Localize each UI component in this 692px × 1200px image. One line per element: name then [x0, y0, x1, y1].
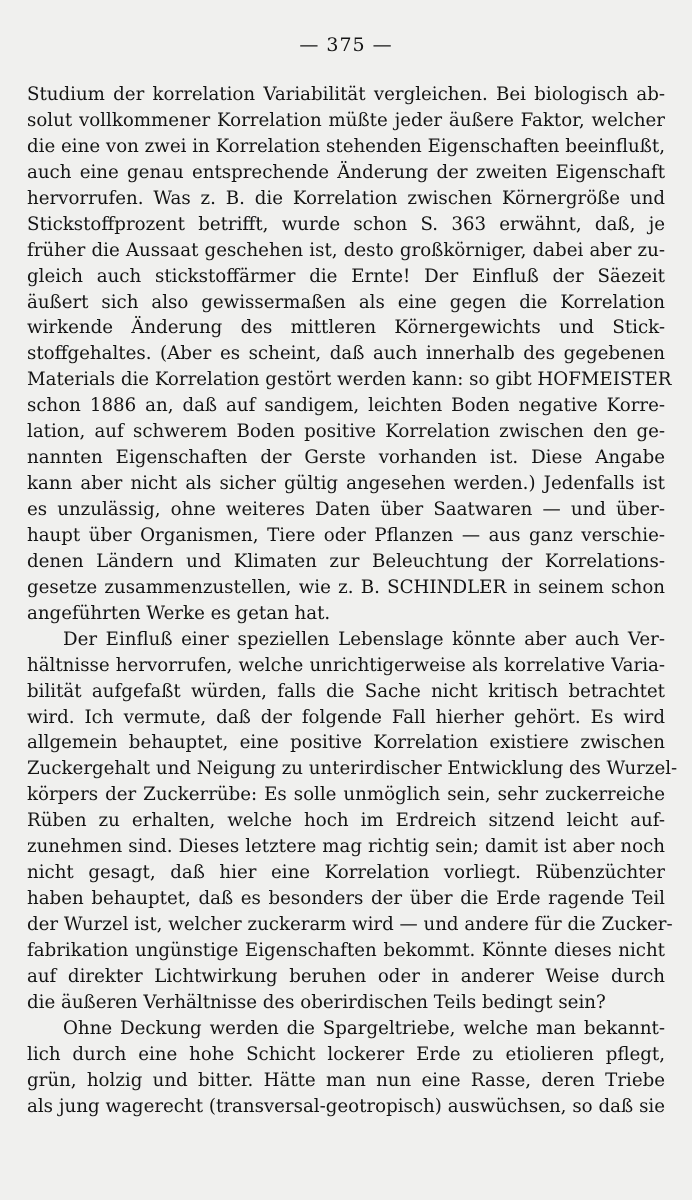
text-line: grün, holzig und bitter. Hätte man nun eine Rasse, deren Triebe: [27, 1069, 665, 1091]
body-text: [27, 82, 678, 1120]
text-line: körpers der Zuckerrübe: Es solle unmöglich sein, sehr zuckerreiche: [27, 784, 665, 806]
text-line: früher die Aussaat geschehen ist, desto großkörniger, dabei aber zu-: [27, 239, 665, 261]
text-line: haupt über Organismen, Tiere oder Pflanzen — aus ganz verschie-: [27, 524, 665, 546]
text-line: hervorrufen. Was z. B. die Korrelation zwischen Körnergröße und: [27, 187, 665, 209]
text-line: allgemein behauptet, eine positive Korrelation existiere zwischen: [27, 732, 665, 754]
text-line: haben behauptet, daß es besonders der über die Erde ragende Teil: [27, 888, 665, 910]
text-line: fabrikation ungünstige Eigenschaften bekommt. Könnte dieses nicht: [27, 939, 665, 961]
text-line: Rüben zu erhalten, welche hoch im Erdreich sitzend leicht auf-: [27, 810, 665, 832]
text-line: kann aber nicht als sicher gültig angesehen werden.) Jedenfalls ist: [27, 473, 665, 495]
text-line: wird. Ich vermute, daß der folgende Fall hierher gehört. Es wird: [27, 706, 665, 728]
text-line: angeführten Werke es getan hat.: [27, 602, 331, 624]
text-line: äußert sich also gewissermaßen als eine gegen die Korrelation: [27, 291, 665, 313]
text-line: die äußeren Verhältnisse des oberirdischen Teils bedingt sein?: [27, 991, 606, 1013]
text-line: nannten Eigenschaften der Gerste vorhanden ist. Diese Angabe: [27, 447, 665, 469]
text-line: Materials die Korrelation gestört werden kann: so gibt HOFMEISTER: [27, 369, 672, 391]
text-line: Zuckergehalt und Neigung zu unterirdischer Entwicklung des Wurzel-: [27, 758, 678, 780]
text-line: schon 1886 an, daß auf sandigem, leichten Boden negative Korre-: [27, 395, 665, 417]
text-line: gleich auch stickstoffärmer die Ernte! Der Einfluß der Säezeit: [27, 265, 665, 287]
text-line: als jung wagerecht (transversal-geotropisch) auswüchsen, so daß sie: [27, 1095, 665, 1117]
text-line: Stickstoffprozent betrifft, wurde schon S. 363 erwähnt, daß, je: [27, 213, 665, 235]
text-line: die eine von zwei in Korrelation stehenden Eigenschaften beeinflußt,: [27, 135, 665, 157]
text-line: lich durch eine hohe Schicht lockerer Erde zu etiolieren pflegt,: [27, 1043, 665, 1065]
text-line: Ohne Deckung werden die Spargeltriebe, welche man bekannt-: [63, 1017, 665, 1039]
text-line: gesetze zusammenzustellen, wie z. B. SCHINDLER in seinem schon: [27, 576, 665, 598]
text-line: auch eine genau entsprechende Änderung der zweiten Eigenschaft: [27, 161, 665, 183]
text-line: stoffgehaltes. (Aber es scheint, daß auch innerhalb des gegebenen: [27, 343, 665, 365]
text-line: Der Einfluß einer speziellen Lebenslage könnte aber auch Ver-: [63, 628, 665, 650]
text-line: zunehmen sind. Dieses letztere mag richtig sein; damit ist aber noch: [27, 836, 665, 858]
text-line: bilität aufgefaßt würden, falls die Sache nicht kritisch betrachtet: [27, 680, 665, 702]
text-line: der Wurzel ist, welcher zuckerarm wird — und andere für die Zucker-: [27, 914, 673, 935]
text-line: auf direkter Lichtwirkung beruhen oder in anderer Weise durch: [27, 965, 665, 987]
text-line: wirkende Änderung des mittleren Körnergewichts und Stick-: [27, 317, 665, 339]
text-line: hältnisse hervorrufen, welche unrichtigerweise als korrelative Varia-: [27, 654, 665, 676]
text-line: es unzulässig, ohne weiteres Daten über Saatwaren — und über-: [27, 499, 665, 520]
text-line: Studium der korrelation Variabilität vergleichen. Bei biologisch ab-: [27, 84, 665, 105]
text-line: lation, auf schwerem Boden positive Korrelation zwischen den ge-: [27, 421, 665, 443]
text-line: solut vollkommener Korrelation müßte jeder äußere Faktor, welcher: [27, 109, 665, 131]
text-line: denen Ländern und Klimaten zur Beleuchtung der Korrelations-: [27, 550, 665, 572]
page-number: — 375 —: [299, 34, 393, 56]
text-line: nicht gesagt, daß hier eine Korrelation vorliegt. Rübenzüchter: [27, 862, 665, 884]
